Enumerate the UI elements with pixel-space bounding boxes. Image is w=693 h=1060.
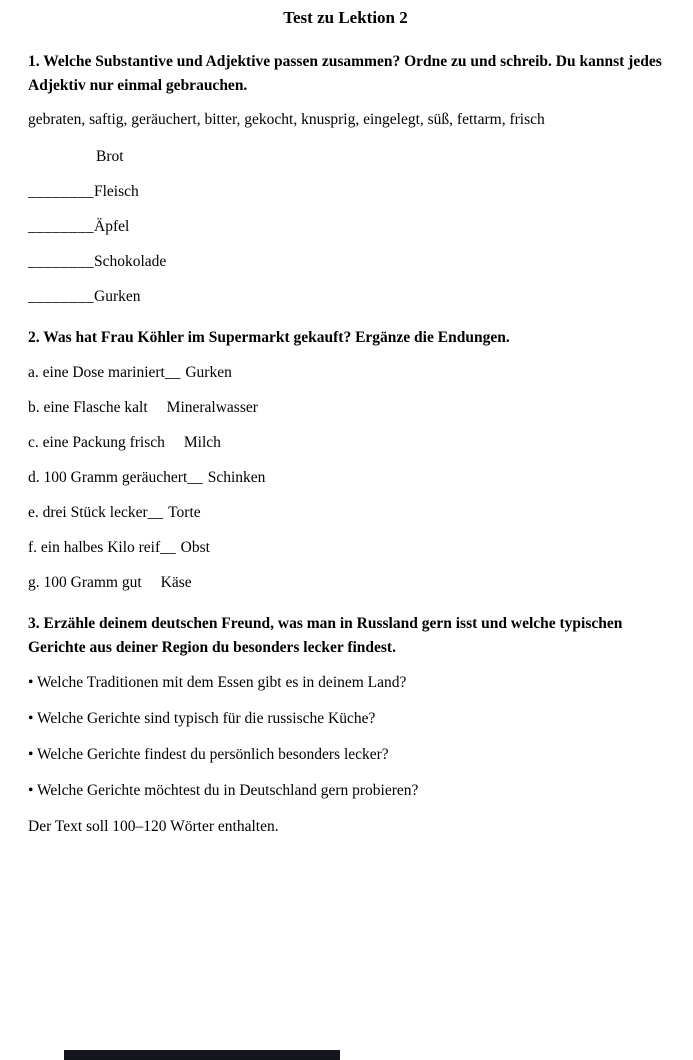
item-text: c. eine Packung frisch: [28, 434, 165, 452]
item-text: b. eine Flasche kalt: [28, 399, 148, 417]
item-word: Schokolade: [94, 253, 167, 271]
item-text: g. 100 Gramm gut: [28, 574, 142, 592]
item-text: f. ein halbes Kilo reif: [28, 539, 161, 557]
section2-list: [28, 363, 663, 593]
list-item: [28, 573, 663, 593]
section2-heading: 2. Was hat Frau Köhler im Supermarkt gekauft? Ergänze die Endungen.: [28, 329, 510, 347]
list-item: [28, 363, 663, 383]
item-text: d. 100 Gramm geräuchert: [28, 469, 188, 487]
item-word: Brot: [96, 148, 124, 166]
list-item: [28, 217, 663, 237]
bullet-question: • Welche Traditionen mit dem Essen gibt es in deinem Land?: [28, 674, 407, 692]
page-title: Test zu Lektion 2: [283, 8, 408, 27]
list-item: [28, 433, 663, 453]
bullet-question: • Welche Gerichte sind typisch für die russische Küche?: [28, 710, 376, 728]
item-noun: Milch: [183, 434, 221, 452]
item-noun: Obst: [180, 539, 210, 557]
section3-bullets: [28, 673, 663, 801]
item-noun: Torte: [168, 504, 201, 522]
section1-fill-list: [28, 147, 663, 307]
list-item: [28, 287, 663, 307]
item-noun: Käse: [160, 574, 192, 592]
item-text: a. eine Dose mariniert: [28, 364, 165, 382]
ending-blank[interactable]: __: [160, 539, 176, 557]
list-item: [28, 252, 663, 272]
list-item: [28, 468, 663, 488]
answer-blank[interactable]: ________: [28, 253, 94, 271]
section1-heading: 1. Welche Substantive und Adjektive passen zusammen? Ordne zu und schreib. Du kannst jedes Adjektiv nur einmal gebrauchen.: [28, 53, 662, 95]
item-noun: Mineralwasser: [166, 399, 258, 417]
ending-blank[interactable]: __: [187, 469, 203, 487]
item-text: e. drei Stück lecker: [28, 504, 148, 522]
answer-blank[interactable]: ________: [28, 288, 94, 306]
item-word: Fleisch: [94, 183, 139, 201]
list-item: [28, 538, 663, 558]
list-item: [28, 182, 663, 202]
list-item: [28, 147, 663, 167]
ending-blank[interactable]: __: [147, 504, 164, 522]
ending-blank[interactable]: __: [164, 364, 181, 382]
section3-heading: 3. Erzähle deinem deutschen Freund, was man in Russland gern isst und welche typischen Gerichte aus deiner Region du besonders lecker findest.: [28, 615, 623, 657]
list-item: [28, 398, 663, 418]
answer-blank[interactable]: ________: [28, 218, 94, 236]
bottom-bar-fragment: [64, 1050, 340, 1060]
item-noun: Gurken: [185, 364, 232, 382]
section1-word-bank: gebraten, saftig, geräuchert, bitter, gekocht, knusprig, eingelegt, süß, fettarm, frisch: [28, 111, 545, 129]
bullet-question: • Welche Gerichte findest du persönlich besonders lecker?: [28, 746, 389, 764]
item-word: Äpfel: [94, 218, 130, 236]
answer-blank[interactable]: ________: [28, 183, 94, 201]
word-count-note: Der Text soll 100–120 Wörter enthalten.: [28, 818, 279, 836]
item-noun: Schinken: [207, 469, 266, 487]
bullet-question: • Welche Gerichte möchtest du in Deutschland gern probieren?: [28, 782, 419, 800]
list-item: [28, 503, 663, 523]
item-word: Gurken: [94, 288, 141, 306]
